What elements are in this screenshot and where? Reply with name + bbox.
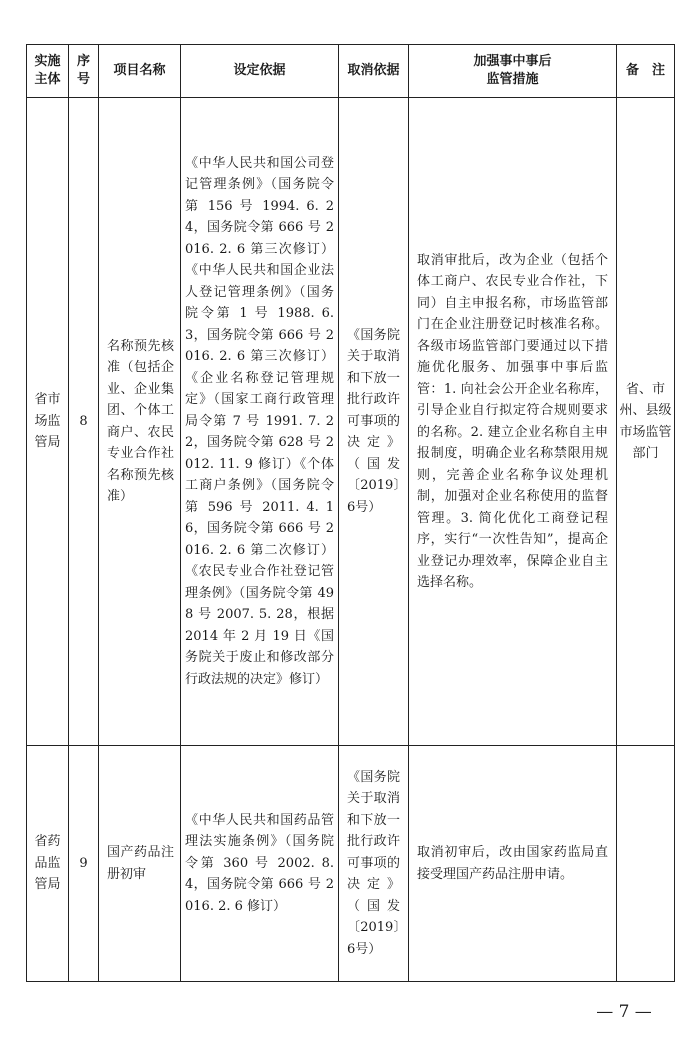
cell-basis: 《中华人民共和国公司登记管理条例》（国务院令第 156 号 1994. 6. 24，国务院令第 666 号 2016. 2. 6 第三次修订）《中华人民共和国企业法人登记管理条例》（国务院令第 1 号 1988. 6. 3，国务院令第 666 号 2016. 2. 6 第三次修订）《企业名称登记管理规定》（国家工商行政管理局令第 7 号 1991. 7. 22，国务院令第 628 号 2012. 11. 9 修订）《个体工商户条例》（国务院令第 596 号 2011. 4. 16，国务院令第 666 号 2016. 2. 6 第二次修订）《农民专业合作社登记管理条例》（国务院令第 498 号 2007. 5. 28，根据 2014 年 2 月 19 日《国务院关于废止和修改部分行政法规的决定》修订）: [181, 98, 339, 746]
items-table: [26, 44, 675, 982]
cell-item-name: 国产药品注册初审: [99, 746, 181, 982]
cell-measures: 取消初审后，改由国家药监局直接受理国产药品注册申请。: [409, 746, 617, 982]
cell-subject: 省市 场监 管局: [27, 98, 69, 746]
header-measures: 加强事中事后 监管措施: [409, 45, 617, 98]
cell-basis: 《中华人民共和国药品管理法实施条例》（国务院令第 360 号 2002. 8. 4，国务院令第 666 号 2016. 2. 6 修订）: [181, 746, 339, 982]
header-seq: 序号: [69, 45, 99, 98]
cell-seq: 8: [69, 98, 99, 746]
cell-remarks: [617, 746, 675, 982]
header-cancel-basis: 取消依据: [339, 45, 409, 98]
cell-measures: 取消审批后，改为企业（包括个体工商户、农民专业合作社，下同）自主申报名称，市场监管部门在企业注册登记时核准名称。各级市场监管部门要通过以下措施优化服务、加强事中事后监管：1. 向社会公开企业名称库，引导企业自行拟定符合规则要求的名称。2. 建立企业名称自主申报制度，明确企业名称禁限用规则，完善企业名称争议处理机制，加强对企业名称使用的监督管理。3. 简化优化工商登记程序，实行“一次性告知”，提高企业登记办理效率，保障企业自主选择名称。: [409, 98, 617, 746]
cell-subject: 省药 品监 管局: [27, 746, 69, 982]
table-header-row: [27, 45, 675, 98]
table-row: [27, 746, 675, 982]
cell-item-name: 名称预先核准（包括企业、企业集团、个体工商户、农民专业合作社名称预先核准）: [99, 98, 181, 746]
cell-seq: 9: [69, 746, 99, 982]
page-number: — 7 —: [596, 1002, 652, 1022]
header-subject: 实施 主体: [27, 45, 69, 98]
header-remarks: 备 注: [617, 45, 675, 98]
cell-cancel-basis: 《国务院关于取消和下放一批行政许可事项的决定》（国发〔2019〕6号）: [339, 98, 409, 746]
header-basis: 设定依据: [181, 45, 339, 98]
cell-cancel-basis: 《国务院关于取消和下放一批行政许可事项的决定》（国发〔2019〕6号）: [339, 746, 409, 982]
header-item-name: 项目名称: [99, 45, 181, 98]
table-row: [27, 98, 675, 746]
cell-remarks: 省、市州、县级市场监管部门: [617, 98, 675, 746]
